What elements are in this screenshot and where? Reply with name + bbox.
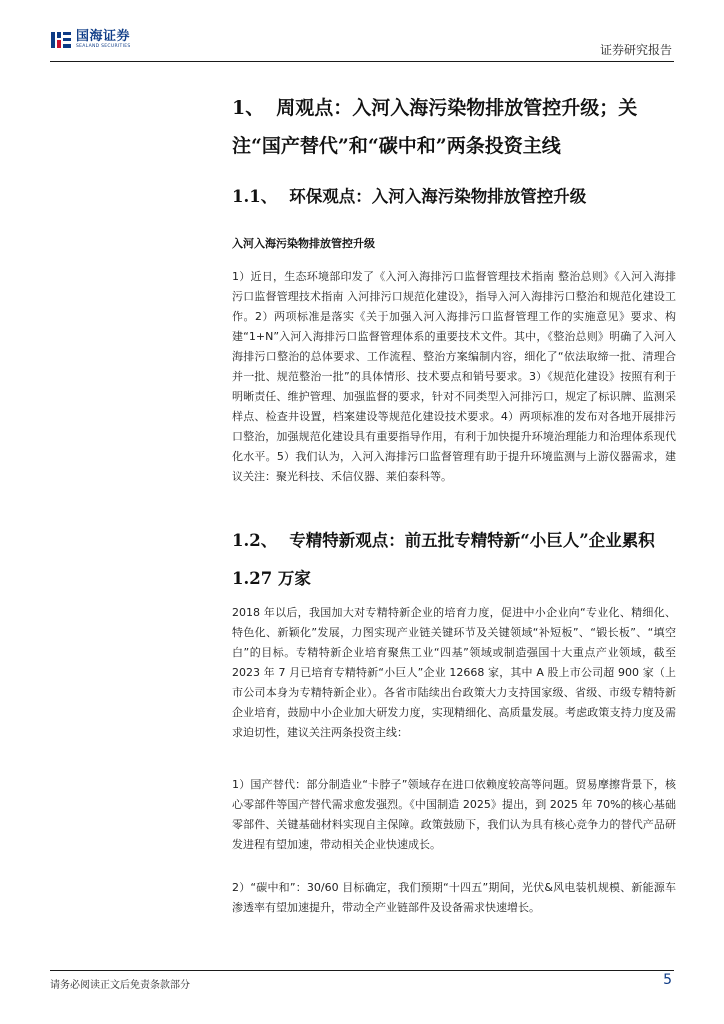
section-1-2-paragraph-3: 2）“碳中和”：30/60 目标确定，我们预期“十四五”期间，光伏&风电装机规模、新能源车渗透率有望加速提升，带动全产业链部件及设备需求快速增长。 [232,881,676,914]
section-1-1-title: 环保观点：入河入海污染物排放管控升级 [289,187,587,206]
section-1-1-heading [232,183,676,207]
logo-text-en: SEALAND SECURITIES [76,44,131,50]
footer-disclaimer: 请务必阅读正文后免责条款部分 [50,980,190,991]
section-1-1-paragraph: 1）近日，生态环境部印发了《入河入海排污口监督管理技术指南 整治总则》《入河入海排污口监督管理技术指南 入河排污口规范化建设》，指导入河入海排污口整治和规范化建设工作。2）两项标准是落实《关于加强入河入海排污口监督管理工作的实施意见》要求、构建“1+N”入河入海排污口监督管理体系的重要技术文件。其中，《整治总则》明确了入河入海排污口整治的总体要求、工作流程、整治方案编制内容，细化了“依法取缔一批、清理合并一批、规范整治一批”的具体情形、技术要点和销号要求。3）《规范化建设》按照有利于明晰责任、维护管理、加强监督的要求，针对不同类型入河排污口，规定了标识牌、监测采样点、检查井设置，档案建设等规范化建设技术要求。4）两项标准的发布对各地开展排污口整治，加强规范化建设具有重要指导作用，有利于加快提升环境治理能力和治理体系现代化水平。5）我们认为，入河入海排污口监督管理有助于提升环境监测与上游仪器需求，建议关注：聚光科技、禾信仪器、莱伯泰科等。 [232,270,676,483]
section-1-title: 周观点：入河入海污染物排放管控升级；关注“国产替代”和“碳中和”两条投资主线 [232,97,638,157]
section-1-2-heading [232,522,676,598]
section-1-heading [232,89,676,165]
logo-text-cn: 国海证券 [76,29,131,45]
sealand-logo-icon [50,29,72,51]
page-number: 5 [663,972,672,988]
section-1-1-subheading: 入河入海污染物排放管控升级 [232,237,375,250]
section-1-2-paragraph-1: 2018 年以后，我国加大对专精特新企业的培育力度，促进中小企业向“专业化、精细化、特色化、新颖化”发展，力图实现产业链关键环节及关键领域“补短板”、“锻长板”、“填空白”的目标。专精特新企业培育聚焦工业“四基”领域或制造强国十大重点产业领域，截至 2023 年 7 月已培育专精特新“小巨人”企业 12668 家，其中 A 股上市公司超 900 家（上市公司本身为专精特新企业）。各省市陆续出台政策大力支持国家级、省级、市级专精特新企业培育，鼓励中小企业加大研发力度，实现精细化、高质量发展。考虑政策支持力度及需求迫切性，建议关注两条投资主线： [232,606,676,739]
section-1-2-title: 专精特新观点：前五批专精特新“小巨人”企业累积 1.27 万家 [232,531,655,588]
section-1-1-number: 1.1、 [232,187,278,206]
report-type-label: 证券研究报告 [599,43,672,57]
footer-divider [50,970,674,971]
header-divider [50,61,674,62]
section-1-number: 1、 [232,97,265,119]
company-logo [50,29,131,51]
section-1-2-number: 1.2、 [232,531,278,550]
section-1-2-paragraph-2: 1）国产替代：部分制造业“卡脖子”领域存在进口依赖度较高等问题。贸易摩擦背景下，核心零部件等国产替代需求愈发强烈。《中国制造 2025》提出，到 2025 年 70%的核心基础零部件、关键基础材料实现自主保障。政策鼓励下，我们认为具有核心竞争力的替代产品研发进程有望加速，带动相关企业快速成长。 [232,778,676,851]
